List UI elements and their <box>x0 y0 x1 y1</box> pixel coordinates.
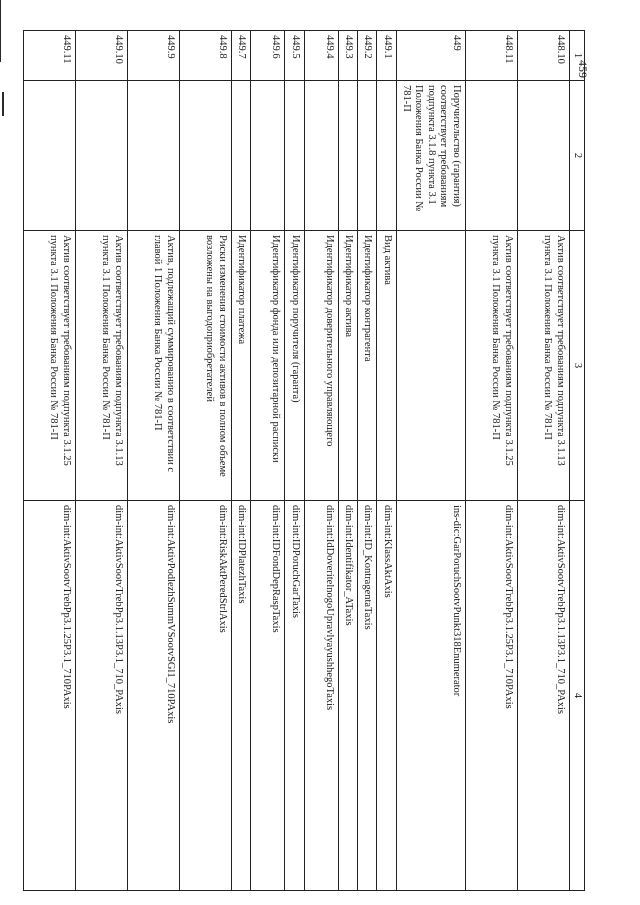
row-number-cell: 449.9 <box>127 31 179 81</box>
row-name-cell <box>127 81 179 231</box>
table-row <box>75 31 127 891</box>
row-code-cell: dim-int:IDPlatezhTaxis <box>231 501 250 891</box>
row-number-cell: 449.1 <box>377 31 396 81</box>
requirements-table <box>23 30 585 891</box>
row-number-cell: 449 <box>396 31 465 81</box>
table-row <box>465 31 517 891</box>
column-header: 3 <box>569 231 584 501</box>
row-number-cell: 448.11 <box>465 31 517 81</box>
row-code-cell: dim-int:KlassAktAxis <box>377 501 396 891</box>
row-code-cell: ins-dic:GarPoruchSootvPunkt318Enumerator <box>396 501 465 891</box>
table-row <box>517 31 569 891</box>
row-number-cell: 449.8 <box>179 31 231 81</box>
row-code-cell: dim-int:RiskAktPeredStrlAxis <box>179 501 231 891</box>
row-name-cell <box>377 81 396 231</box>
row-code-cell: dim-int:IDFondDepRaspTaxis <box>251 501 285 891</box>
column-header: 4 <box>569 501 584 891</box>
table-row <box>127 31 179 891</box>
table-row <box>358 31 377 891</box>
row-description-cell: Идентификатор поручителя (гаранта) <box>285 231 304 501</box>
row-name-cell <box>338 81 357 231</box>
row-code-cell: dim-int:AktivSootvTrebPp3.1.25P3.1_710PAxis <box>23 501 75 891</box>
row-code-cell: dim-int:AktivSootvTrebPp3.1.25P3.1_710PAxis <box>465 501 517 891</box>
column-header: 2 <box>569 81 584 231</box>
row-code-cell: dim-int:Identifikator_ATaxis <box>338 501 357 891</box>
row-description-cell: Идентификатор доверительного управляющего <box>304 231 338 501</box>
row-description-cell: Актив соответствует требованиям подпункта 3.1.25 пункта 3.1 Положения Банка России № 781-П <box>23 231 75 501</box>
row-number-cell: 448.10 <box>517 31 569 81</box>
scan-edge-mark <box>2 92 4 116</box>
row-description-cell: Идентификатор актива <box>338 231 357 501</box>
row-description-cell: Актив, подлежащий суммированию в соответствии с главой 1 Положения Банка России № 781-П <box>127 231 179 501</box>
table-row <box>231 31 250 891</box>
table-row <box>285 31 304 891</box>
table-header-row <box>569 31 584 891</box>
page-number: 459 <box>576 60 590 78</box>
row-description-cell: Идентификатор фонда или депозитарной расписки <box>251 231 285 501</box>
table-row <box>23 31 75 891</box>
row-description-cell: Идентификатор контрагента <box>358 231 377 501</box>
row-name-cell <box>517 81 569 231</box>
row-name-cell <box>75 81 127 231</box>
row-description-cell: Риски изменения стоимости активов в полном объеме возложены на выгодоприобретателей <box>179 231 231 501</box>
row-name-cell <box>304 81 338 231</box>
row-name-cell <box>23 81 75 231</box>
row-name-cell <box>231 81 250 231</box>
row-name-cell <box>179 81 231 231</box>
table-row <box>377 31 396 891</box>
row-number-cell: 449.5 <box>285 31 304 81</box>
row-name-cell <box>465 81 517 231</box>
row-code-cell: dim-int:AktivSootvTrebPp3.1.13P3.1_710_PAxis <box>517 501 569 891</box>
row-code-cell: dim-int:IDPoruchGarTaxis <box>285 501 304 891</box>
row-name-cell <box>285 81 304 231</box>
table-row <box>179 31 231 891</box>
row-description-cell: Актив соответствует требованиям подпункта 3.1.13 пункта 3.1 Положения Банка России № 781-П <box>517 231 569 501</box>
table-body <box>23 31 569 891</box>
table-row <box>396 31 465 891</box>
column-header: 1 <box>569 31 584 81</box>
row-number-cell: 449.7 <box>231 31 250 81</box>
row-name-cell: Поручительство (гарантия) соответствует требованиям подпункта 3.1.8 пункта 3.1 Положения Банка России № 781-П <box>396 81 465 231</box>
row-description-cell: Вид актива <box>377 231 396 501</box>
row-name-cell <box>251 81 285 231</box>
table-row <box>338 31 357 891</box>
scan-edge-mark <box>0 0 1 62</box>
row-description-cell: Идентификатор платежа <box>231 231 250 501</box>
row-number-cell: 449.3 <box>338 31 357 81</box>
row-number-cell: 449.11 <box>23 31 75 81</box>
row-number-cell: 449.4 <box>304 31 338 81</box>
row-number-cell: 449.2 <box>358 31 377 81</box>
row-name-cell <box>358 81 377 231</box>
row-description-cell: Актив соответствует требованиям подпункта 3.1.13 пункта 3.1 Положения Банка России № 781-П <box>75 231 127 501</box>
row-number-cell: 449.10 <box>75 31 127 81</box>
row-code-cell: dim-int:IdDoveritelnogoUpravlyayushhegoTaxis <box>304 501 338 891</box>
row-code-cell: dim-int:AktivPodlezhSummVSootvSGl1_710PAxis <box>127 501 179 891</box>
row-number-cell: 449.6 <box>251 31 285 81</box>
row-description-cell <box>396 231 465 501</box>
row-description-cell: Актив соответствует требованиям подпункта 3.1.25 пункта 3.1 Положения Банка России № 781-П <box>465 231 517 501</box>
table-row <box>304 31 338 891</box>
row-code-cell: dim-int:AktivSootvTrebPp3.1.13P3.1_710_PAxis <box>75 501 127 891</box>
rotated-table-container <box>48 30 585 890</box>
table-row <box>251 31 285 891</box>
row-code-cell: dim-int:ID_KontragentaTaxis <box>358 501 377 891</box>
